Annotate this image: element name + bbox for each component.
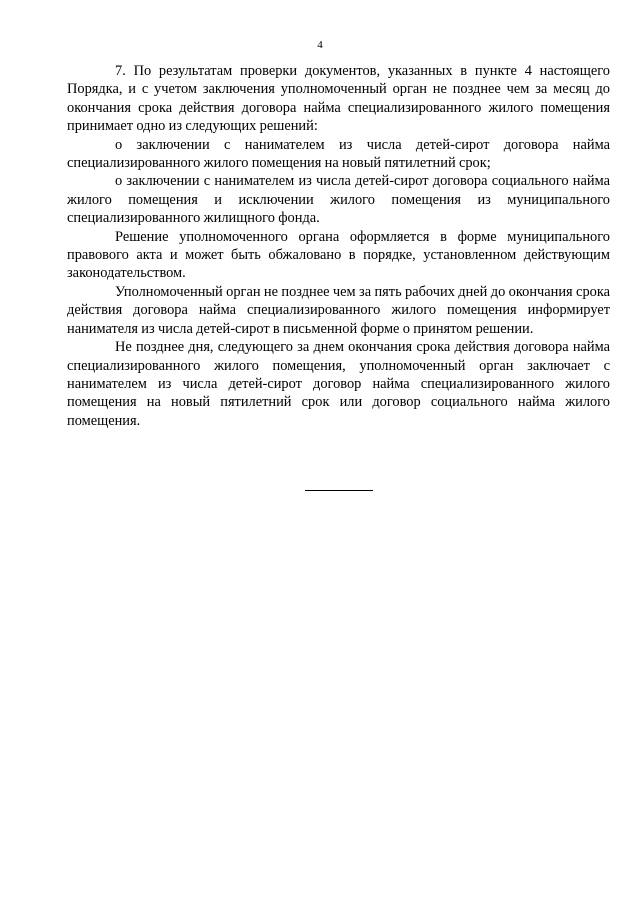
end-of-document-rule xyxy=(305,490,373,491)
paragraph-contract-conclusion: Не позднее дня, следующего за днем окончания срока действия договора найма специализированного жилого помещения, уполномоченный орган заключает с нанимателем из числа детей-сирот договор найма специализированного жилого помещения на новый пятилетний срок или договор социального найма жилого помещения. xyxy=(67,339,610,429)
page-number: 4 xyxy=(317,39,323,51)
paragraph-decision-form: Решение уполномоченного органа оформляется в форме муниципального правового акта и может быть обжаловано в порядке, установленном действующим законодательством. xyxy=(67,228,610,282)
paragraph-option-2: о заключении с нанимателем из числа детей-сирот договора социального найма жилого помещения и исключении жилого помещения из муниципального специализированного жилищного фонда. xyxy=(67,173,610,227)
paragraph-option-1: о заключении с нанимателем из числа детей-сирот договора найма специализированного жилого помещения на новый пятилетний срок; xyxy=(67,136,610,172)
document-body xyxy=(67,62,610,430)
paragraph-notification: Уполномоченный орган не позднее чем за пять рабочих дней до окончания срока действия договора найма специализированного жилого помещения информирует нанимателя из числа детей-сирот в письменной форме о принятом решении. xyxy=(67,283,610,337)
paragraph-item-7: 7. По результатам проверки документов, указанных в пункте 4 настоящего Порядка, и с учетом заключения уполномоченный орган не позднее чем за месяц до окончания срока действия договора найма специализированного жилого помещения принимает одно из следующих решений: xyxy=(67,63,610,135)
